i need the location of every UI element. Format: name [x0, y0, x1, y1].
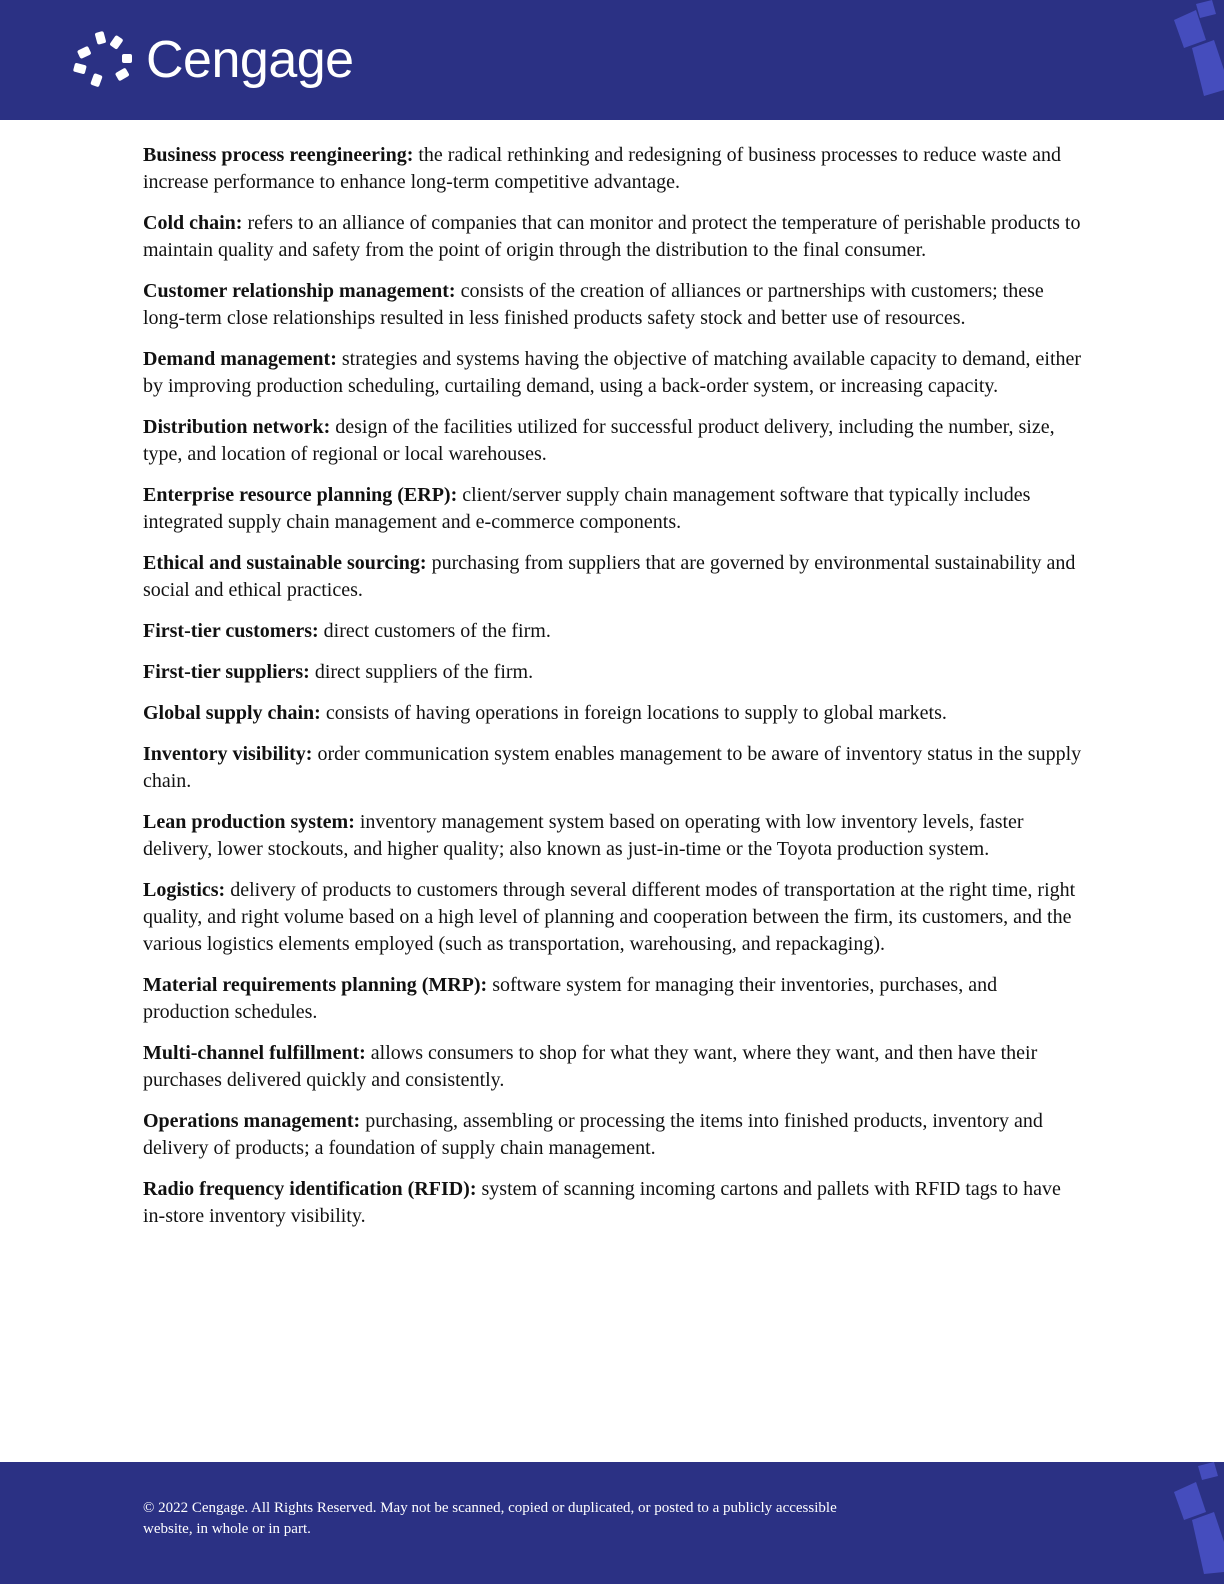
glossary-entry: [143, 618, 1083, 645]
glossary-definition: order communication system enables management to be aware of inventory status in the supply chain.: [143, 743, 1082, 792]
glossary-term: Multi-channel fulfillment:: [143, 1042, 366, 1064]
glossary-term: Operations management:: [143, 1110, 361, 1132]
glossary-term: Lean production system:: [143, 811, 355, 833]
glossary-entry: [143, 278, 1083, 332]
glossary-entry: [143, 972, 1083, 1026]
glossary-term: Material requirements planning (MRP):: [143, 974, 488, 996]
glossary-term: Logistics:: [143, 879, 226, 901]
glossary-entry: [143, 482, 1083, 536]
glossary-term: Customer relationship management:: [143, 280, 456, 302]
glossary-entry: [143, 414, 1083, 468]
glossary-definition: client/server supply chain management software that typically includes integrated supply chain management and e-commerce components.: [143, 484, 1031, 533]
glossary-entry: [143, 1108, 1083, 1162]
glossary-term: Global supply chain:: [143, 702, 321, 724]
glossary-definition: the radical rethinking and redesigning of business processes to reduce waste and increase performance to enhance long-term competitive advantage.: [143, 144, 1061, 193]
glossary-entry: [143, 741, 1083, 795]
glossary-entry: [143, 700, 1083, 727]
glossary-definition: purchasing from suppliers that are governed by environmental sustainability and social and ethical practices.: [143, 552, 1076, 601]
glossary-entry: [143, 346, 1083, 400]
footer-decoration-icon: [1134, 1462, 1224, 1584]
glossary-definition: consists of the creation of alliances or partnerships with customers; these long-term close relationships resulted in less finished products safety stock and better use of resources.: [143, 280, 1044, 329]
glossary-term: Enterprise resource planning (ERP):: [143, 484, 458, 506]
glossary-definition: inventory management system based on operating with low inventory levels, faster delivery, lower stockouts, and higher quality; also known as just-in-time or the Toyota production system.: [143, 811, 1024, 860]
glossary-list: [143, 142, 1083, 1244]
glossary-entry: [143, 142, 1083, 196]
glossary-definition: direct customers of the firm.: [323, 620, 551, 642]
glossary-definition: software system for managing their inventories, purchases, and production schedules.: [143, 974, 998, 1023]
page-header: [0, 0, 1224, 120]
glossary-entry: [143, 550, 1083, 604]
glossary-term: First-tier customers:: [143, 620, 319, 642]
glossary-entry: [143, 877, 1083, 958]
glossary-definition: allows consumers to shop for what they want, where they want, and then have their purchases delivered quickly and consistently.: [143, 1042, 1038, 1091]
glossary-definition: system of scanning incoming cartons and pallets with RFID tags to have in-store inventory visibility.: [143, 1178, 1061, 1227]
glossary-entry: [143, 1040, 1083, 1094]
glossary-term: First-tier suppliers:: [143, 661, 310, 683]
glossary-term: Business process reengineering:: [143, 144, 414, 166]
glossary-term: Cold chain:: [143, 212, 243, 234]
glossary-term: Radio frequency identification (RFID):: [143, 1178, 477, 1200]
glossary-definition: design of the facilities utilized for successful product delivery, including the number, size, type, and location of regional or local warehouses.: [143, 416, 1055, 465]
brand-name: Cengage: [146, 31, 354, 89]
glossary-definition: consists of having operations in foreign locations to supply to global markets.: [325, 702, 947, 724]
glossary-entry: [143, 809, 1083, 863]
glossary-term: Distribution network:: [143, 416, 331, 438]
glossary-entry: [143, 659, 1083, 686]
glossary-definition: delivery of products to customers through several different modes of transportation at the right time, right quality, and right volume based on a high level of planning and cooperation between the firm, its customers, and the various logistics elements employed (such as transportation, warehousing, and repackaging).: [143, 879, 1076, 955]
glossary-term: Ethical and sustainable sourcing:: [143, 552, 427, 574]
page-footer: [0, 1462, 1224, 1584]
header-decoration-icon: [1134, 0, 1224, 120]
glossary-definition: strategies and systems having the objective of matching available capacity to demand, either by improving production scheduling, curtailing demand, using a back-order system, or increasing capacity.: [143, 348, 1082, 397]
glossary-term: Inventory visibility:: [143, 743, 313, 765]
glossary-definition: purchasing, assembling or processing the items into finished products, inventory and delivery of products; a foundation of supply chain management.: [143, 1110, 1043, 1159]
glossary-definition: direct suppliers of the firm.: [314, 661, 534, 683]
cengage-logo: [72, 30, 354, 90]
glossary-entry: [143, 1176, 1083, 1230]
glossary-entry: [143, 210, 1083, 264]
glossary-term: Demand management:: [143, 348, 337, 370]
cengage-mark-icon: [72, 30, 140, 90]
copyright-notice: © 2022 Cengage. All Rights Reserved. May not be scanned, copied or duplicated, or posted to a publicly accessible website, in whole or in part.: [143, 1500, 837, 1537]
glossary-definition: refers to an alliance of companies that can monitor and protect the temperature of perishable products to maintain quality and safety from the point of origin through the distribution to the final consumer.: [143, 212, 1081, 261]
